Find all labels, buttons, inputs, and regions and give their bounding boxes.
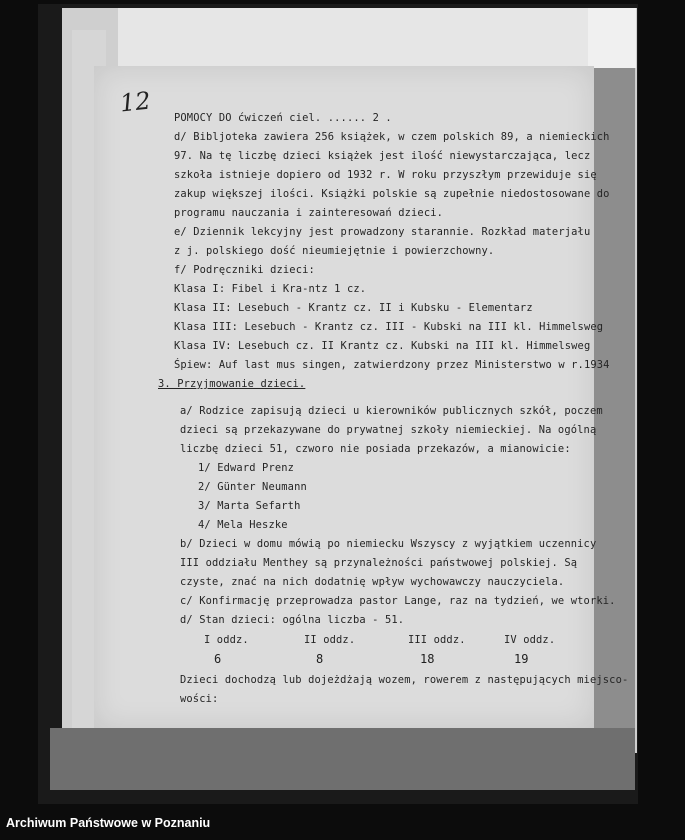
doc-line: 97. Na tę liczbę dzieci książek jest ilość niewystarczająca, lecz	[174, 150, 591, 162]
doc-line: Klasa II: Lesebuch - Krantz cz. II i Kubsku - Elementarz	[174, 302, 533, 314]
class-label: IV oddz.	[504, 634, 556, 646]
doc-line: a/ Rodzice zapisują dzieci u kierowników publicznych szkół, poczem	[180, 405, 603, 417]
class-count: 18	[420, 652, 435, 666]
doc-line: z j. polskiego dość nieumiejętnie i powierzchowny.	[174, 245, 495, 257]
doc-line: d/ Bibljoteka zawiera 256 książek, w czem polskich 89, a niemieckich	[174, 131, 610, 143]
doc-line: szkoła istnieje dopiero od 1932 r. W roku przyszłym przewiduje się	[174, 169, 597, 181]
doc-line: e/ Dziennik lekcyjny jest prowadzony starannie. Rozkład materjału	[174, 226, 591, 238]
doc-line: III oddziału Menthey są przynależności państwowej polskiej. Są	[180, 557, 578, 569]
class-count: 6	[214, 652, 222, 666]
doc-line: Klasa IV: Lesebuch cz. II Krantz cz. Kubski na III kl. Himmelsweg	[174, 340, 591, 352]
doc-line: Śpiew: Auf last mus singen, zatwierdzony przez Ministerstwo w r.1934	[174, 359, 610, 371]
archive-caption: Archiwum Państwowe w Poznaniu	[6, 816, 211, 830]
doc-line: liczbę dzieci 51, czworo nie posiada przekazów, a mianowicie:	[180, 443, 571, 455]
doc-line: zakup większej ilości. Książki polskie są zupełnie niedostosowane do	[174, 188, 610, 200]
document-page	[94, 66, 629, 728]
list-item: 1/ Edward Prenz	[198, 462, 295, 474]
doc-line: c/ Konfirmację przeprowadza pastor Lange, raz na tydzień, we wtorki.	[180, 595, 616, 607]
doc-line: Klasa III: Lesebuch - Krantz cz. III - Kubski na III kl. Himmelsweg	[174, 321, 604, 333]
list-item: 4/ Mela Heszke	[198, 519, 288, 531]
doc-line: Dzieci dochodzą lub dojeżdżają wozem, rowerem z następujących miejsco-	[180, 674, 629, 686]
doc-line: wości:	[180, 693, 219, 705]
class-label: II oddz.	[304, 634, 356, 646]
section-heading: 3. Przyjmowanie dzieci.	[158, 378, 306, 390]
doc-line: programu nauczania i zainteresowań dzieci.	[174, 207, 444, 219]
paper-corner	[588, 8, 636, 68]
doc-line: f/ Podręczniki dzieci:	[174, 264, 315, 276]
doc-heading: POMOCY DO ćwiczeń ciel. ...... 2 .	[174, 112, 392, 124]
doc-line: b/ Dzieci w domu mówią po niemiecku Wszyscy z wyjątkiem uczennicy	[180, 538, 597, 550]
paper-bottom-shadow	[50, 728, 635, 790]
class-label: III oddz.	[408, 634, 466, 646]
list-item: 2/ Günter Neumann	[198, 481, 307, 493]
doc-line: dzieci są przekazywane do prywatnej szkoły niemieckiej. Na ogólną	[180, 424, 597, 436]
class-count: 19	[514, 652, 529, 666]
back-sheet-top-edge	[118, 8, 588, 70]
class-count: 8	[316, 652, 324, 666]
handwritten-page-number: 12	[118, 86, 152, 118]
doc-line: czyste, znać na nich dodatnię wpływ wychowawczy nauczyciela.	[180, 576, 565, 588]
list-item: 3/ Marta Sefarth	[198, 500, 301, 512]
doc-line: Klasa I: Fibel i Kra-ntz 1 cz.	[174, 283, 367, 295]
class-label: I oddz.	[204, 634, 249, 646]
doc-line: d/ Stan dzieci: ogólna liczba - 51.	[180, 614, 405, 626]
